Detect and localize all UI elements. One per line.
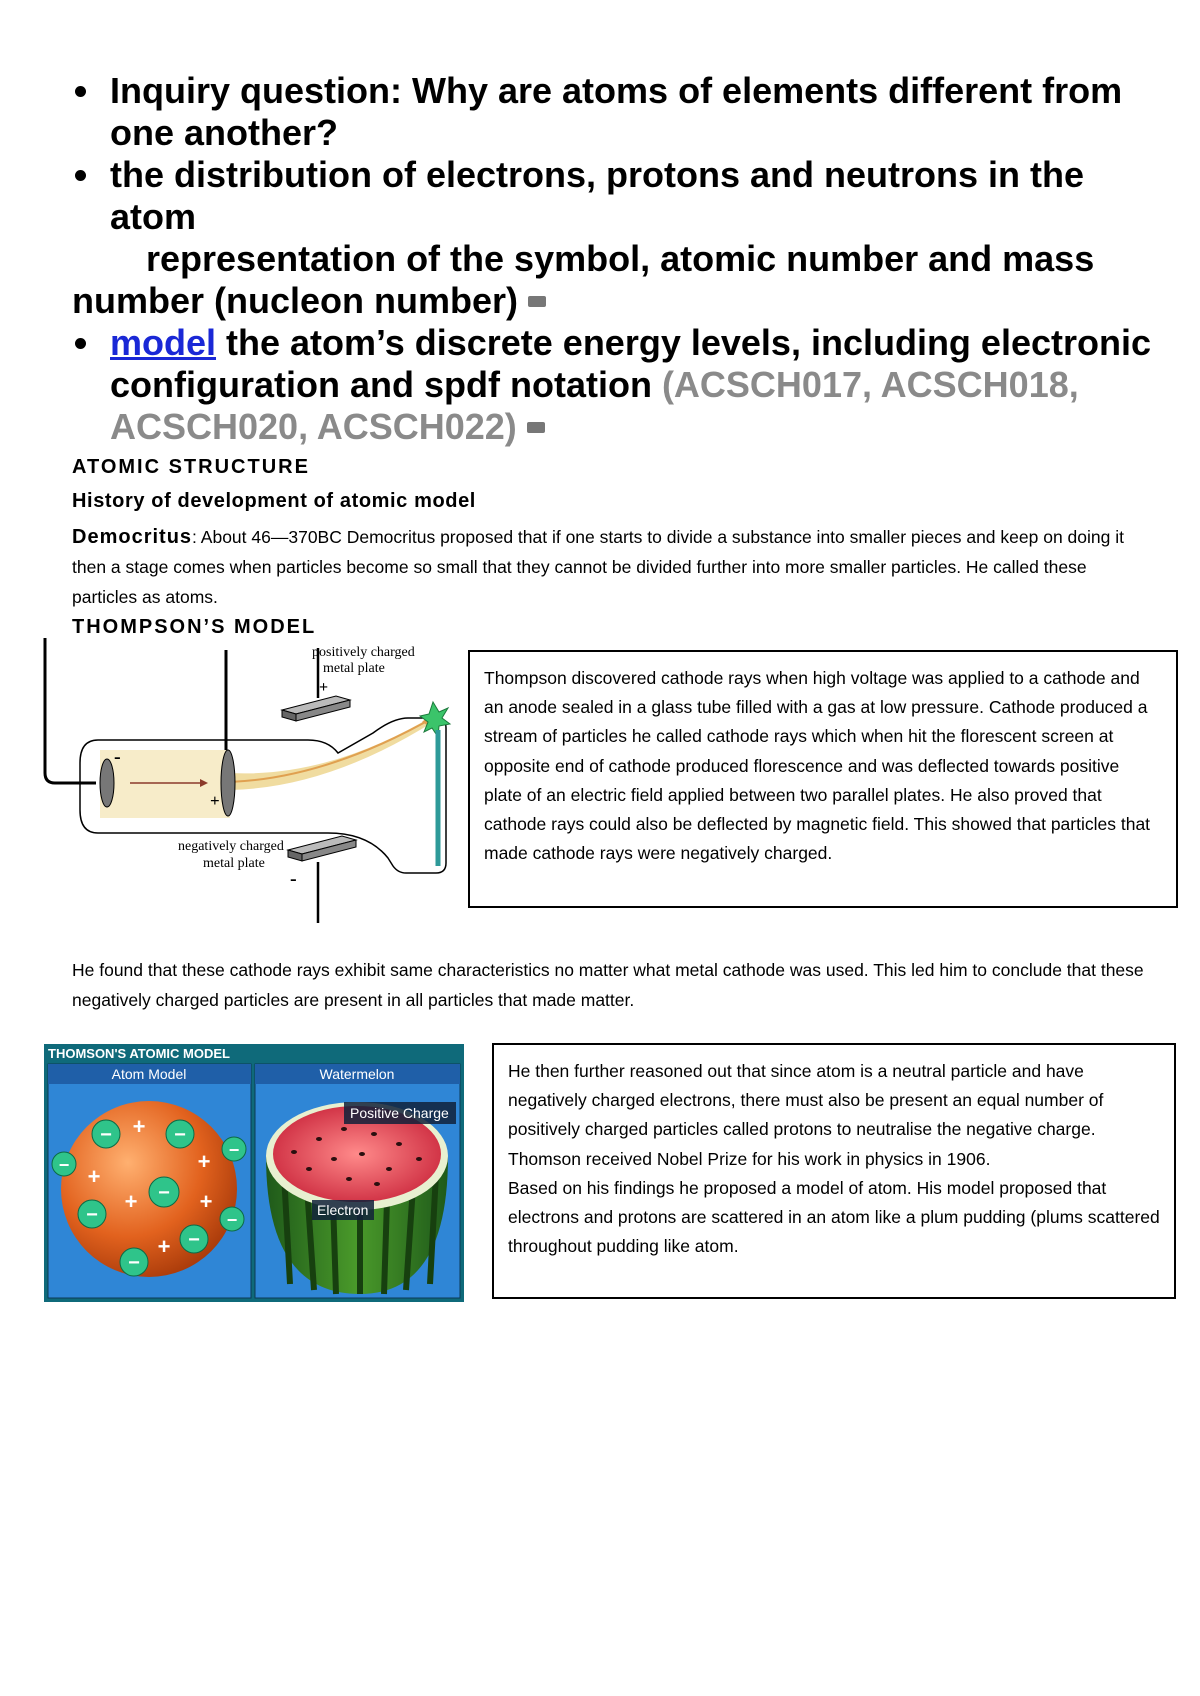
electron: [52, 1152, 76, 1176]
electron: [78, 1200, 106, 1228]
positive-charge-sign: +: [132, 1114, 146, 1139]
bullet-dot: [75, 338, 86, 349]
positive-charge-sign: +: [157, 1234, 171, 1259]
electron-label: Electron: [317, 1202, 369, 1218]
inquiry-question: Inquiry question: Why are atoms of elements different from one another?: [110, 70, 1123, 153]
svg-text:−: −: [86, 1204, 98, 1226]
atom-model-label: Atom Model: [111, 1066, 187, 1082]
negative-plate-label-2: metal plate: [203, 856, 265, 871]
negative-plate-minus: -: [290, 868, 297, 890]
bullet-text: number (nucleon number): [72, 280, 519, 321]
positive-charge-label: Positive Charge: [350, 1105, 449, 1121]
svg-text:−: −: [226, 1210, 238, 1230]
svg-text:−: −: [228, 1140, 240, 1160]
heading-history: History of development of atomic model: [72, 490, 476, 512]
electron: [220, 1207, 244, 1231]
cathode-rays-textbox: Thompson discovered cathode rays when high voltage was applied to a cathode and an anode sealed in a glass tube filled with a gas at low pressure. Cathode produced a stream of particles he called cathode rays which when hit the florescent screen at opposite end of cathode produced florescence and was deflected towards positive plate of an electric field applied between two parallel plates. He also proved that cathode rays could also be deflected by magnetic field. This showed that particles that made cathode rays were negatively charged.: [468, 650, 1178, 908]
electron: [149, 1177, 179, 1207]
heading-thompson-model: THOMPSON’S MODEL: [72, 616, 317, 638]
svg-text:−: −: [174, 1124, 186, 1146]
comment-icon[interactable]: [527, 422, 545, 433]
bullet-item: [72, 154, 1152, 238]
electron: [120, 1248, 148, 1276]
watermelon-label: Watermelon: [319, 1066, 395, 1082]
conclusion-paragraph: He found that these cathode rays exhibit same characteristics no matter what metal cathode was used. This led him to conclude that these negatively charged particles are present in all particles that made matter.: [72, 960, 1144, 1010]
bullet-item: [72, 70, 1152, 154]
electron: [166, 1120, 194, 1148]
democritus-name: Democritus: [72, 526, 193, 548]
curriculum-codes: (ACSCH017, ACSCH018, ACSCH020, ACSCH022): [110, 364, 1079, 447]
positive-charge-sign: +: [87, 1164, 101, 1189]
svg-text:−: −: [188, 1229, 200, 1251]
electron: [222, 1137, 246, 1161]
neutral-atom-paragraph: He then further reasoned out that since atom is a neutral particle and have negatively charged electrons, there must also be present an equal number of positively charged particles called protons to neutralise the negative charge. Thomson received Nobel Prize for his work in physics in 1906.: [508, 1061, 1104, 1169]
comment-icon[interactable]: [528, 296, 546, 307]
democritus-text: : About 46—370BC Democritus proposed that if one starts to divide a substance into smaller pieces and keep on doing it then a stage comes when particles become so small that they cannot be divided further into more smaller particles. He called these particles as atoms.: [72, 527, 1124, 607]
thomson-atomic-model-figure: [44, 1044, 464, 1302]
positive-charge-sign: +: [124, 1189, 138, 1214]
bullet-dot: [75, 170, 86, 181]
anode-plus: +: [210, 791, 220, 810]
cathode-minus: -: [114, 746, 121, 768]
plum-pudding-textbox: [492, 1043, 1176, 1299]
electron: [180, 1225, 208, 1253]
bullet-text: the atom’s discrete energy levels, including electronic configuration and spdf notation: [110, 322, 1151, 405]
positive-charge-sign: +: [197, 1149, 211, 1174]
model-link[interactable]: model: [110, 322, 217, 363]
bullet-item: [72, 322, 1152, 448]
negative-plate-label: negatively charged: [178, 839, 284, 854]
positive-plate-plus: +: [319, 679, 329, 696]
democritus-paragraph: [72, 522, 1132, 612]
svg-text:−: −: [100, 1124, 112, 1146]
cathode-ray-tube-diagram: [38, 638, 458, 923]
electron: [92, 1120, 120, 1148]
positive-plate-label-2: metal plate: [323, 661, 385, 676]
bullet-text: the distribution of electrons, protons and neutrons in the atom: [110, 154, 1085, 237]
plum-pudding-paragraph: Based on his findings he proposed a model of atom. His model proposed that electrons and protons are scattered in an atom like a plum pudding (plums scattered throughout pudding like atom.: [508, 1177, 1160, 1257]
svg-text:−: −: [58, 1155, 70, 1175]
positive-charge-sign: +: [199, 1189, 213, 1214]
bullet-continuation: representation of the symbol, atomic number and mass: [146, 238, 1095, 279]
heading-atomic-structure: ATOMIC STRUCTURE: [72, 456, 310, 478]
bullet-continuation-line: [72, 280, 1152, 322]
svg-text:−: −: [128, 1252, 140, 1274]
objectives-list: [72, 70, 1152, 448]
positive-plate-label: positively charged: [312, 645, 415, 660]
bullet-dot: [75, 86, 86, 97]
svg-text:−: −: [158, 1182, 170, 1204]
figure-title: THOMSON'S ATOMIC MODEL: [48, 1046, 230, 1061]
